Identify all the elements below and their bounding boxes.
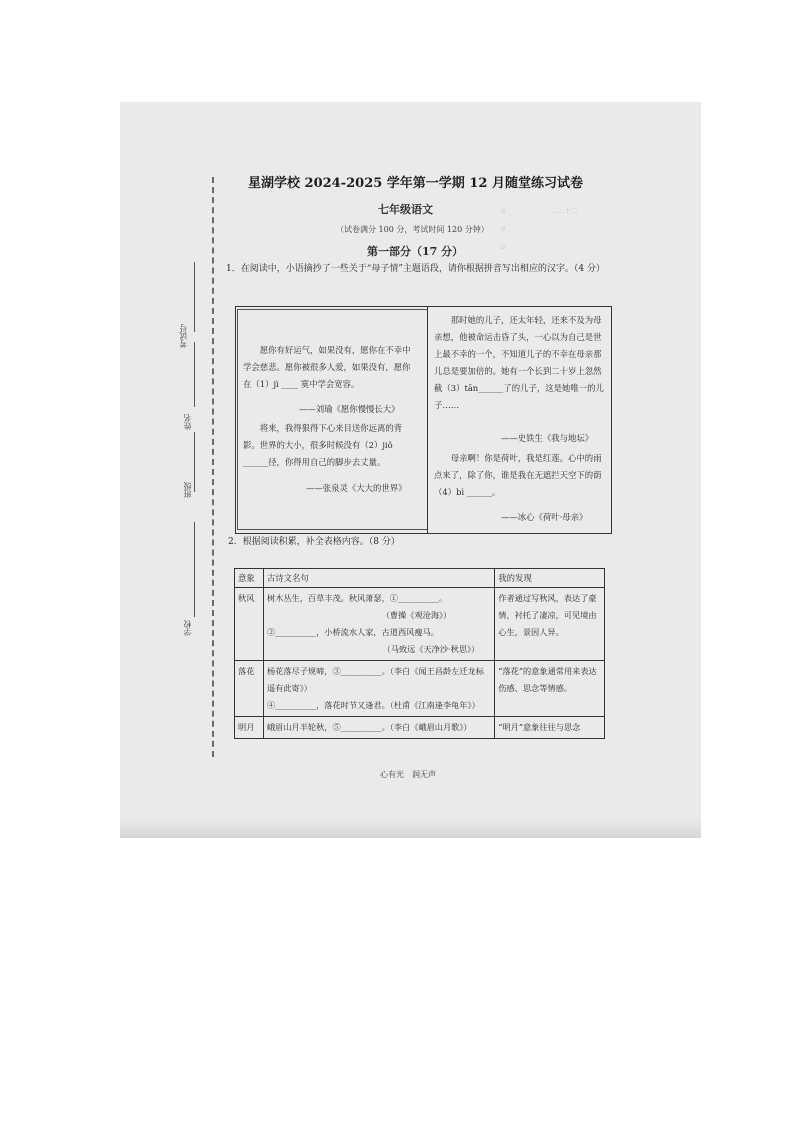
row-lines xyxy=(263,717,494,739)
exam-subtitle: 七年级语文 xyxy=(378,203,433,216)
table-row xyxy=(235,717,605,739)
bleed-through-text: ⊙ xyxy=(500,243,569,251)
exam-number-label: 考试号 xyxy=(179,324,188,348)
bleed-through-text: ⊙ xyxy=(500,225,569,233)
row-image: 明月 xyxy=(235,717,264,739)
section-title: 第一部分（17 分） xyxy=(367,245,464,258)
row-lines xyxy=(263,588,494,661)
right-passage-1: 那时她的儿子，还太年轻，还来不及为母亲想，他被命运击昏了头，一心以为自己是世上最不幸的一个，不知道儿子的不幸在母亲那儿总是要加倍的。她有一个长到二十岁上忽然截（3）tān______了的儿子，这是她唯一的儿子…… xyxy=(434,315,604,410)
question-1-box xyxy=(235,306,612,534)
right-passage-2: 母亲啊！你是荷叶，我是红莲。心中的雨点来了，除了你，谁是我在无遮拦天空下的荫（4）bì ______。 xyxy=(434,453,602,497)
row-finding: “落花”的意象通常用来表达伤感、思念等情感。 xyxy=(495,661,605,717)
header-finding: 我的发现 xyxy=(495,569,605,588)
left-citation-2: ——张泉灵《大大的世界》 xyxy=(306,483,407,493)
poem-line: ②__________，小桥流水人家，古道西风瘦马。 xyxy=(266,627,439,637)
question-1-prompt: 1．在阅读中，小语摘抄了一些关于“母子情”主题语段，请你根据拼音写出相应的汉字。（4 分） xyxy=(226,264,606,274)
binding-dashed-line xyxy=(212,177,214,757)
poem-citation: （马致远《天净沙·秋思》） xyxy=(382,644,480,654)
exam-title: 星湖学校 2024-2025 学年第一学期 12 月随堂练习试卷 xyxy=(248,176,583,191)
question-2-prompt: 2．根据阅读积累，补全表格内容。（8 分） xyxy=(228,537,400,547)
poem-citation: （曹操《观沧海》） xyxy=(381,610,452,620)
panel-divider xyxy=(427,307,428,533)
row-image: 秋风 xyxy=(235,588,264,661)
table-row xyxy=(235,661,605,717)
row-image: 落花 xyxy=(235,661,264,717)
right-citation-2: ——冰心《荷叶·母亲》 xyxy=(501,512,588,522)
row-finding: “明月”意象往往与思念 xyxy=(495,717,605,739)
left-passage-2: 将来，我得狠得下心来目送你远离的背影。世界的大小，很多时候没有（2）jiǒ ______径，你得用自己的脚步去丈量。 xyxy=(243,423,403,467)
name-label: 姓名 xyxy=(183,414,192,430)
poem-line: 杨花落尽子规啼，③__________。（李白《闻王昌龄左迁龙标遥有此寄》） xyxy=(266,666,484,693)
row-lines xyxy=(263,661,494,717)
header-image: 意象 xyxy=(235,569,264,588)
photo-bottom-shadow xyxy=(120,818,701,838)
right-citation-1: ——史铁生《我与地坛》 xyxy=(501,433,594,443)
bleed-through-text: ⊙ ……十二 xyxy=(500,207,579,215)
poem-line: 树木丛生，百草丰茂。秋风萧瑟，①__________。 xyxy=(266,593,448,603)
exam-note: （试卷满分 100 分，考试时间 120 分钟） xyxy=(336,225,489,234)
left-passage-1: 愿你有好运气，如果没有，愿你在不幸中学会慈悲。愿你被很多人爱，如果没有，愿你在（1）jì ____ 寞中学会宽容。 xyxy=(243,345,411,389)
scanned-exam-page xyxy=(120,102,701,838)
footer-motto: 心有光 润无声 xyxy=(380,770,436,779)
table-header-row xyxy=(235,569,605,588)
name-underline xyxy=(194,342,195,407)
school-label: 学校 xyxy=(183,620,192,636)
class-underline xyxy=(194,432,195,492)
class-label: 班级 xyxy=(183,482,192,498)
exam-number-underline xyxy=(194,262,195,332)
poem-line: 峨眉山月半轮秋，⑤__________。（李白《峨眉山月歌》） xyxy=(266,722,472,732)
poem-line: ④__________，落花时节又逢君。（杜甫《江南逢李龟年》） xyxy=(266,700,480,710)
header-lines: 古诗文名句 xyxy=(263,569,494,588)
question-2-table xyxy=(234,568,605,739)
left-citation-1: ——刘瑜《愿你慢慢长大》 xyxy=(299,404,400,414)
row-finding: 作者通过写秋风，表达了豪情，衬托了凄凉，可见境由心生，景因人异。 xyxy=(495,588,605,661)
school-underline xyxy=(194,522,195,617)
table-row xyxy=(235,588,605,661)
